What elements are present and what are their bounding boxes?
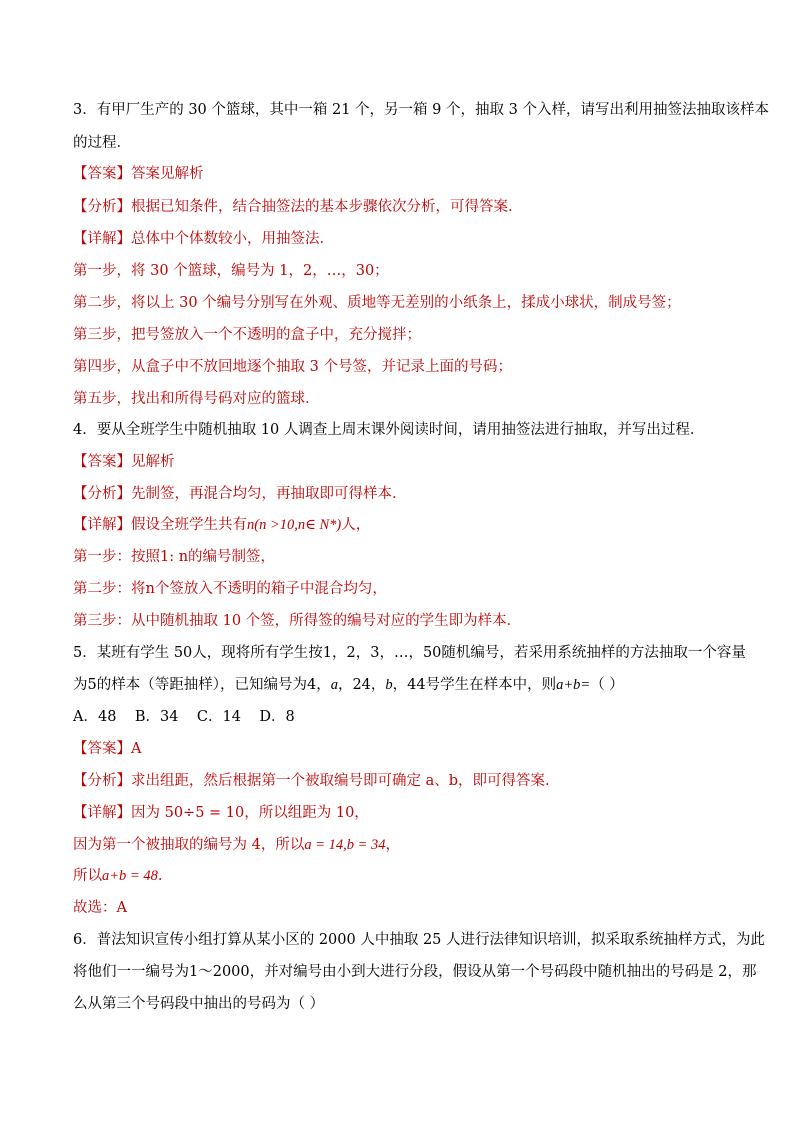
detail-suffix: 人， xyxy=(341,517,371,533)
q5-line2-suffix: ，44号学生在样本中，则 xyxy=(392,677,557,693)
q5-expr: a+b= xyxy=(556,677,591,693)
analysis-text: 先制签，再混合均匀，再抽取即可得样本. xyxy=(131,486,397,502)
q3-step-3: 第三步，把号签放入一个不透明的盒子中，充分搅拌； xyxy=(73,327,421,343)
answer-tag: 【答案】 xyxy=(73,166,131,182)
q4-step-2: 第二步：将n个签放入不透明的箱子中混合均匀， xyxy=(73,581,387,597)
analysis-tag: 【分析】 xyxy=(73,773,131,789)
q3-detail-line xyxy=(73,229,334,249)
q4-question: 4．要从全班学生中随机抽取 10 人调查上周末课外阅读时间，请用抽签法进行抽取，并写出过程． xyxy=(73,422,705,438)
detail-tag: 【详解】 xyxy=(73,231,131,247)
detail-tag: 【详解】 xyxy=(73,517,131,533)
q5-line3-prefix-text: 所以 xyxy=(73,868,102,884)
answer-text: 见解析 xyxy=(131,454,175,470)
q5-var-b: b xyxy=(385,677,393,693)
analysis-tag: 【分析】 xyxy=(73,199,131,215)
q3-question-line2: 的过程． xyxy=(73,135,131,151)
detail-text: 因为 50÷5 = 10，所以组距为 10， xyxy=(131,805,369,821)
q5-line2-math: a = 14,b = 34 xyxy=(304,837,386,853)
choice-prefix: 故选： xyxy=(73,900,117,916)
q5-detail-line2 xyxy=(73,835,400,855)
analysis-tag: 【分析】 xyxy=(73,486,131,502)
q5-detail-line xyxy=(73,803,369,823)
q5-line2-mid: ，24， xyxy=(337,677,386,693)
q5-detail-line3 xyxy=(73,866,162,886)
q5-line3-math: a+b = 48 xyxy=(102,868,158,884)
analysis-text: 求出组距，然后根据第一个被取编号即可确定 a、b，即可得答案. xyxy=(131,773,550,789)
q3-step-1: 第一步，将 30 个篮球，编号为 1，2，…，30； xyxy=(73,263,389,279)
q5-line2-suffix-text: ， xyxy=(385,837,401,853)
analysis-text: 根据已知条件，结合抽签法的基本步骤依次分析，可得答案. xyxy=(131,199,513,215)
q3-question-line1: 3．有甲厂生产的 30 个篮球，其中一箱 21 个，另一箱 9 个，抽取 3 个入样，请写出利用抽签法抽取该样本 xyxy=(73,102,769,118)
q4-detail-line xyxy=(73,515,370,535)
q5-answer-line xyxy=(73,739,141,759)
q5-line2-prefix: 为5的样本（等距抽样），已知编号为4， xyxy=(73,677,331,693)
q4-analysis-line xyxy=(73,484,397,504)
q5-var-a: a xyxy=(330,677,338,693)
detail-math: n(n >10,n∈ N*) xyxy=(247,517,342,533)
q5-options: A．48 B．34 C．14 D．8 xyxy=(73,709,295,725)
q5-question-line1: 5．某班有学生 50人，现将所有学生按1，2，3，…，50随机编号，若采用系统抽样的方法抽取一个容量 xyxy=(73,645,746,661)
q5-line2-prefix-text: 因为第一个被抽取的编号为 4，所以 xyxy=(73,837,305,853)
answer-tag: 【答案】 xyxy=(73,741,131,757)
q6-question-line3: 么从第三个号码段中抽出的号码为（ ） xyxy=(73,996,325,1012)
q3-answer-line xyxy=(73,164,204,184)
q3-analysis-line xyxy=(73,197,513,217)
answer-text: 答案见解析 xyxy=(131,166,204,182)
q5-choice-line xyxy=(73,898,127,918)
choice-value: A xyxy=(116,900,127,916)
q4-step-3: 第三步：从中随机抽取 10 个签，所得签的编号对应的学生即为样本． xyxy=(73,613,522,629)
detail-tag: 【详解】 xyxy=(73,805,131,821)
q5-paren: （ ） xyxy=(590,677,624,693)
q3-step-2: 第二步，将以上 30 个编号分别写在外观、质地等无差别的小纸条上，揉成小球状，制成号签； xyxy=(73,295,681,311)
q4-step-1: 第一步：按照1: n的编号制签， xyxy=(73,549,276,565)
answer-text: A xyxy=(131,741,142,757)
answer-tag: 【答案】 xyxy=(73,454,131,470)
q5-question-line2 xyxy=(73,675,624,695)
detail-prefix: 假设全班学生共有 xyxy=(131,517,247,533)
q3-step-5: 第五步，找出和所得号码对应的篮球． xyxy=(73,391,320,407)
q6-question-line1: 6．普法知识宣传小组打算从某小区的 2000 人中抽取 25 人进行法律知识培训，拟采取系统抽样方式，为此 xyxy=(73,932,766,948)
detail-text: 总体中个体数较小，用抽签法． xyxy=(131,231,334,247)
q5-analysis-line xyxy=(73,771,550,791)
q3-step-4: 第四步，从盒子中不放回地逐个抽取 3 个号签，并记录上面的号码； xyxy=(73,359,512,375)
q6-question-line2: 将他们一一编号为1～2000，并对编号由小到大进行分段，假设从第一个号码段中随机抽出的号码是 2，那 xyxy=(73,964,757,980)
q4-answer-line xyxy=(73,452,175,472)
q5-line3-suffix-text: . xyxy=(157,868,163,884)
